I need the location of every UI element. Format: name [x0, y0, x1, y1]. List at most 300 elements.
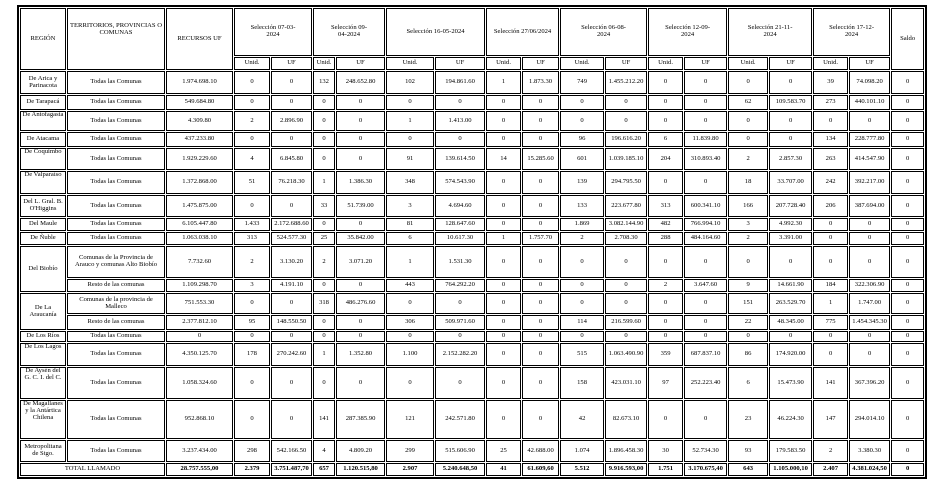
- unid-cell: 0: [486, 246, 521, 278]
- region-cell: De Antofagasta: [20, 111, 66, 131]
- unid-cell: 0: [728, 132, 768, 147]
- saldo-cell: 0: [891, 367, 924, 399]
- unid-cell: 0: [560, 331, 604, 342]
- region-cell: De Valparaíso: [20, 171, 66, 194]
- header-resources: RECURSOS UF: [166, 8, 233, 70]
- total-uf: 9.916.593,00: [605, 463, 647, 476]
- total-unid: 1.751: [648, 463, 683, 476]
- uf-cell: 574.543.90: [435, 171, 485, 194]
- uf-cell: 423.031.10: [605, 367, 647, 399]
- table-row: [20, 71, 924, 94]
- header-selection: Selección 27/06/2024: [486, 8, 559, 56]
- territory-cell: Todas las Comunas: [67, 171, 165, 194]
- uf-cell: 35.842.00: [336, 232, 385, 245]
- unid-cell: 0: [386, 95, 434, 110]
- unid-cell: 1: [313, 171, 335, 194]
- unid-cell: 0: [648, 71, 683, 94]
- total-uf: 1.120.515,80: [336, 463, 385, 476]
- unid-cell: 313: [648, 195, 683, 217]
- uf-cell: 4.992.30: [769, 218, 812, 231]
- uf-cell: 486.276.60: [336, 293, 385, 314]
- table-row: [20, 218, 924, 231]
- unid-cell: 0: [486, 343, 521, 366]
- region-cell: De La Araucanía: [20, 293, 66, 330]
- uf-cell: 139.614.50: [435, 148, 485, 170]
- region-cell: De Tarapacá: [20, 95, 66, 110]
- unid-cell: 93: [728, 440, 768, 462]
- unid-cell: 0: [234, 132, 270, 147]
- uf-cell: 3.380.30: [849, 440, 890, 462]
- unid-cell: 0: [486, 171, 521, 194]
- uf-allocation-table: [17, 5, 927, 479]
- unid-cell: 33: [313, 195, 335, 217]
- region-cell: De Arica y Parinacota: [20, 71, 66, 94]
- resources-cell: 4.350.125.70: [166, 343, 233, 366]
- header-uf: UF: [849, 57, 890, 70]
- uf-cell: 0: [522, 218, 559, 231]
- uf-cell: 51.739.00: [336, 195, 385, 217]
- total-uf: 1.105.000,10: [769, 463, 812, 476]
- uf-cell: 0: [522, 171, 559, 194]
- territory-cell: Todas las Comunas: [67, 95, 165, 110]
- unid-cell: 306: [386, 315, 434, 330]
- total-unid: 2.407: [813, 463, 848, 476]
- territory-cell: Todas las Comunas: [67, 132, 165, 147]
- unid-cell: 0: [813, 218, 848, 231]
- resources-cell: 2.377.812.10: [166, 315, 233, 330]
- table-row: [20, 95, 924, 110]
- resources-cell: 1.929.229.60: [166, 148, 233, 170]
- saldo-cell: 0: [891, 95, 924, 110]
- uf-cell: 0: [336, 367, 385, 399]
- unid-cell: 1.433: [234, 218, 270, 231]
- uf-cell: 0: [336, 148, 385, 170]
- unid-cell: 18: [728, 171, 768, 194]
- unid-cell: 0: [728, 71, 768, 94]
- header-selection: Selección 17-12-2024: [813, 8, 890, 56]
- uf-cell: 0: [684, 400, 727, 439]
- unid-cell: 0: [648, 315, 683, 330]
- saldo-cell: 0: [891, 232, 924, 245]
- uf-cell: 766.994.10: [684, 218, 727, 231]
- unid-cell: 23: [728, 400, 768, 439]
- unid-cell: 0: [486, 400, 521, 439]
- header-uf: UF: [271, 57, 312, 70]
- unid-cell: 3: [386, 195, 434, 217]
- unid-cell: 0: [648, 293, 683, 314]
- uf-cell: 0: [769, 331, 812, 342]
- saldo-cell: 0: [891, 71, 924, 94]
- unid-cell: 25: [486, 440, 521, 462]
- territory-cell: Resto de las comunas: [67, 315, 165, 330]
- unid-cell: 14: [486, 148, 521, 170]
- header-unid: Unid.: [313, 57, 335, 70]
- uf-cell: 0: [522, 246, 559, 278]
- unid-cell: 1.074: [560, 440, 604, 462]
- uf-cell: 0: [769, 246, 812, 278]
- uf-cell: 76.218.30: [271, 171, 312, 194]
- uf-cell: 0: [336, 218, 385, 231]
- saldo-cell: 0: [891, 195, 924, 217]
- uf-cell: 484.164.60: [684, 232, 727, 245]
- unid-cell: 102: [386, 71, 434, 94]
- unid-cell: 601: [560, 148, 604, 170]
- unid-cell: 1.869: [560, 218, 604, 231]
- unid-cell: 0: [560, 111, 604, 131]
- uf-cell: 542.166.50: [271, 440, 312, 462]
- unid-cell: 0: [234, 367, 270, 399]
- unid-cell: 147: [813, 400, 848, 439]
- uf-cell: 6.845.80: [271, 148, 312, 170]
- uf-cell: 0: [271, 293, 312, 314]
- unid-cell: 184: [813, 279, 848, 292]
- uf-cell: 440.101.10: [849, 95, 890, 110]
- unid-cell: 30: [648, 440, 683, 462]
- unid-cell: 0: [486, 279, 521, 292]
- unid-cell: 443: [386, 279, 434, 292]
- unid-cell: 1: [813, 293, 848, 314]
- unid-cell: 0: [486, 132, 521, 147]
- uf-cell: 0: [684, 111, 727, 131]
- total-uf: 5.240.648,50: [435, 463, 485, 476]
- uf-cell: 0: [684, 315, 727, 330]
- saldo-cell: 0: [891, 343, 924, 366]
- uf-cell: 248.652.80: [336, 71, 385, 94]
- unid-cell: 0: [648, 246, 683, 278]
- unid-cell: 0: [313, 279, 335, 292]
- resources-cell: 1.974.698.10: [166, 71, 233, 94]
- uf-cell: 0: [271, 331, 312, 342]
- uf-cell: 0: [684, 95, 727, 110]
- unid-cell: 0: [486, 331, 521, 342]
- uf-cell: 310.893.40: [684, 148, 727, 170]
- unid-cell: 6: [648, 132, 683, 147]
- uf-cell: 0: [522, 367, 559, 399]
- unid-cell: 2: [313, 246, 335, 278]
- unid-cell: 1: [386, 111, 434, 131]
- unid-cell: 158: [560, 367, 604, 399]
- uf-cell: 0: [684, 171, 727, 194]
- unid-cell: 775: [813, 315, 848, 330]
- total-row: [20, 463, 924, 476]
- unid-cell: 0: [486, 367, 521, 399]
- uf-cell: 42.688.00: [522, 440, 559, 462]
- resources-cell: 751.553.30: [166, 293, 233, 314]
- uf-cell: 0: [684, 246, 727, 278]
- header-uf: UF: [522, 57, 559, 70]
- unid-cell: 166: [728, 195, 768, 217]
- uf-cell: 1.413.00: [435, 111, 485, 131]
- saldo-cell: 0: [891, 111, 924, 131]
- header-selection: Selección 06-08-2024: [560, 8, 647, 56]
- saldo-cell: 0: [891, 293, 924, 314]
- unid-cell: 6: [728, 367, 768, 399]
- unid-cell: 0: [486, 293, 521, 314]
- resources-cell: 1.063.038.10: [166, 232, 233, 245]
- unid-cell: 4: [234, 148, 270, 170]
- uf-cell: 0: [336, 111, 385, 131]
- territory-cell: Todas las Comunas: [67, 232, 165, 245]
- unid-cell: 121: [386, 400, 434, 439]
- table-row: [20, 148, 924, 170]
- total-uf: 4.381.024,50: [849, 463, 890, 476]
- unid-cell: 0: [486, 218, 521, 231]
- uf-cell: 509.971.60: [435, 315, 485, 330]
- uf-cell: 600.341.10: [684, 195, 727, 217]
- uf-cell: 252.223.40: [684, 367, 727, 399]
- unid-cell: 0: [486, 315, 521, 330]
- unid-cell: 299: [386, 440, 434, 462]
- total-uf: 3.751.487,70: [271, 463, 312, 476]
- uf-cell: 0: [271, 195, 312, 217]
- total-uf: 3.170.675,40: [684, 463, 727, 476]
- table-row: [20, 293, 924, 314]
- resources-cell: 0: [166, 331, 233, 342]
- uf-cell: 687.837.10: [684, 343, 727, 366]
- table-row: [20, 111, 924, 131]
- uf-cell: 414.547.90: [849, 148, 890, 170]
- uf-cell: 0: [522, 195, 559, 217]
- unid-cell: 42: [560, 400, 604, 439]
- uf-cell: 2.857.30: [769, 148, 812, 170]
- table-row: [20, 440, 924, 462]
- uf-cell: 148.550.50: [271, 315, 312, 330]
- territory-cell: Todas las Comunas: [67, 218, 165, 231]
- uf-cell: 207.728.40: [769, 195, 812, 217]
- uf-cell: 367.396.20: [849, 367, 890, 399]
- uf-cell: 0: [849, 246, 890, 278]
- uf-cell: 387.694.00: [849, 195, 890, 217]
- uf-cell: 524.577.30: [271, 232, 312, 245]
- unid-cell: 1: [386, 246, 434, 278]
- total-unid: 657: [313, 463, 335, 476]
- unid-cell: 151: [728, 293, 768, 314]
- header-uf: UF: [769, 57, 812, 70]
- uf-cell: 3.071.20: [336, 246, 385, 278]
- header-unid: Unid.: [386, 57, 434, 70]
- unid-cell: 749: [560, 71, 604, 94]
- total-uf: 61.609,60: [522, 463, 559, 476]
- uf-cell: 294.795.50: [605, 171, 647, 194]
- uf-cell: 15.473.90: [769, 367, 812, 399]
- resources-cell: 3.237.434.00: [166, 440, 233, 462]
- unid-cell: 0: [313, 95, 335, 110]
- unid-cell: 0: [313, 315, 335, 330]
- uf-cell: 0: [849, 343, 890, 366]
- unid-cell: 0: [486, 195, 521, 217]
- header-unid: Unid.: [728, 57, 768, 70]
- uf-cell: 0: [605, 95, 647, 110]
- total-unid: 5.512: [560, 463, 604, 476]
- unid-cell: 359: [648, 343, 683, 366]
- unid-cell: 0: [234, 331, 270, 342]
- uf-cell: 48.345.00: [769, 315, 812, 330]
- uf-cell: 1.454.345.30: [849, 315, 890, 330]
- resources-cell: 4.309.80: [166, 111, 233, 131]
- unid-cell: 1: [313, 343, 335, 366]
- territory-cell: Comunas de la provincia de Malleco: [67, 293, 165, 314]
- unid-cell: 133: [560, 195, 604, 217]
- unid-cell: 0: [313, 367, 335, 399]
- territory-cell: Todas las Comunas: [67, 195, 165, 217]
- unid-cell: 25: [313, 232, 335, 245]
- uf-cell: 1.039.185.10: [605, 148, 647, 170]
- unid-cell: 0: [386, 367, 434, 399]
- header-saldo: Saldo: [891, 8, 924, 70]
- uf-cell: 11.839.80: [684, 132, 727, 147]
- unid-cell: 22: [728, 315, 768, 330]
- uf-cell: 242.571.80: [435, 400, 485, 439]
- unid-cell: 2: [728, 232, 768, 245]
- territory-cell: Todas las Comunas: [67, 400, 165, 439]
- uf-cell: 4.809.20: [336, 440, 385, 462]
- unid-cell: 0: [486, 111, 521, 131]
- unid-cell: 0: [728, 331, 768, 342]
- region-cell: De Magallanes y la Antártica Chilena: [20, 400, 66, 439]
- unid-cell: 273: [813, 95, 848, 110]
- unid-cell: 139: [560, 171, 604, 194]
- unid-cell: 0: [234, 293, 270, 314]
- header-territory: TERRITORIOS, PROVINCIAS O COMUNAS: [67, 8, 165, 70]
- unid-cell: 0: [386, 293, 434, 314]
- uf-cell: 0: [271, 132, 312, 147]
- unid-cell: 0: [234, 400, 270, 439]
- unid-cell: 348: [386, 171, 434, 194]
- territory-cell: Todas las Comunas: [67, 367, 165, 399]
- unid-cell: 39: [813, 71, 848, 94]
- region-cell: Metropolitana de Stgo.: [20, 440, 66, 462]
- uf-cell: 0: [849, 331, 890, 342]
- uf-cell: 0: [336, 331, 385, 342]
- uf-cell: 52.734.30: [684, 440, 727, 462]
- uf-cell: 1.531.30: [435, 246, 485, 278]
- unid-cell: 114: [560, 315, 604, 330]
- uf-cell: 4.694.60: [435, 195, 485, 217]
- unid-cell: 0: [560, 279, 604, 292]
- uf-cell: 3.647.60: [684, 279, 727, 292]
- uf-cell: 10.617.30: [435, 232, 485, 245]
- region-cell: De Los Lagos: [20, 343, 66, 366]
- unid-cell: 0: [813, 246, 848, 278]
- uf-cell: 322.306.90: [849, 279, 890, 292]
- unid-cell: 141: [813, 367, 848, 399]
- saldo-cell: 0: [891, 315, 924, 330]
- uf-cell: 0: [336, 315, 385, 330]
- unid-cell: 0: [234, 95, 270, 110]
- uf-cell: 0: [522, 400, 559, 439]
- unid-cell: 0: [648, 111, 683, 131]
- unid-cell: 0: [813, 331, 848, 342]
- unid-cell: 0: [648, 171, 683, 194]
- uf-cell: 0: [684, 331, 727, 342]
- uf-cell: 1.063.490.90: [605, 343, 647, 366]
- uf-cell: 196.616.20: [605, 132, 647, 147]
- uf-cell: 0: [684, 293, 727, 314]
- uf-cell: 82.673.10: [605, 400, 647, 439]
- uf-cell: 1.873.30: [522, 71, 559, 94]
- saldo-cell: 0: [891, 331, 924, 342]
- uf-cell: 0: [271, 71, 312, 94]
- saldo-cell: 0: [891, 400, 924, 439]
- unid-cell: 0: [728, 111, 768, 131]
- uf-cell: 1.757.70: [522, 232, 559, 245]
- uf-cell: 0: [271, 95, 312, 110]
- header-selection: Selección 16-05-2024: [386, 8, 485, 56]
- total-unid: 41: [486, 463, 521, 476]
- uf-cell: 2.708.30: [605, 232, 647, 245]
- unid-cell: 4: [313, 440, 335, 462]
- uf-cell: 392.217.00: [849, 171, 890, 194]
- uf-cell: 128.647.60: [435, 218, 485, 231]
- unid-cell: 206: [813, 195, 848, 217]
- header-unid: Unid.: [234, 57, 270, 70]
- uf-cell: 0: [336, 279, 385, 292]
- uf-cell: 216.599.60: [605, 315, 647, 330]
- unid-cell: 0: [813, 343, 848, 366]
- uf-cell: 263.529.70: [769, 293, 812, 314]
- total-unid: 2.907: [386, 463, 434, 476]
- uf-cell: 0: [522, 331, 559, 342]
- unid-cell: 132: [313, 71, 335, 94]
- uf-cell: 0: [769, 132, 812, 147]
- uf-cell: 0: [769, 111, 812, 131]
- uf-cell: 764.292.20: [435, 279, 485, 292]
- saldo-cell: 0: [891, 246, 924, 278]
- uf-cell: 0: [435, 293, 485, 314]
- uf-cell: 0: [849, 218, 890, 231]
- region-cell: Del Maule: [20, 218, 66, 231]
- table-row: [20, 367, 924, 399]
- unid-cell: 91: [386, 148, 434, 170]
- resources-cell: 6.105.447.80: [166, 218, 233, 231]
- unid-cell: 2: [813, 440, 848, 462]
- uf-cell: 228.777.80: [849, 132, 890, 147]
- header-unid: Unid.: [560, 57, 604, 70]
- uf-cell: 0: [522, 315, 559, 330]
- region-cell: Del L. Gral. B. O'Higgins: [20, 195, 66, 217]
- uf-cell: 14.661.90: [769, 279, 812, 292]
- unid-cell: 298: [234, 440, 270, 462]
- uf-cell: 0: [435, 331, 485, 342]
- uf-cell: 33.707.00: [769, 171, 812, 194]
- unid-cell: 9: [728, 279, 768, 292]
- table-row: [20, 331, 924, 342]
- table-row: [20, 246, 924, 278]
- unid-cell: 0: [486, 95, 521, 110]
- header-selection: Selección 07-03-2024: [234, 8, 312, 56]
- unid-cell: 242: [813, 171, 848, 194]
- unid-cell: 0: [560, 293, 604, 314]
- unid-cell: 2: [648, 279, 683, 292]
- unid-cell: 0: [560, 246, 604, 278]
- unid-cell: 51: [234, 171, 270, 194]
- uf-cell: 0: [522, 111, 559, 131]
- unid-cell: 263: [813, 148, 848, 170]
- region-cell: De Los Ríos: [20, 331, 66, 342]
- uf-cell: 3.082.144.90: [605, 218, 647, 231]
- uf-cell: 0: [522, 293, 559, 314]
- resources-cell: 437.233.80: [166, 132, 233, 147]
- header-selection: Selección 09-04-2024: [313, 8, 385, 56]
- region-cell: De Ñuble: [20, 232, 66, 245]
- region-cell: Del Biobío: [20, 246, 66, 292]
- uf-cell: 0: [522, 95, 559, 110]
- territory-cell: Todas las Comunas: [67, 440, 165, 462]
- table-row: [20, 279, 924, 292]
- unid-cell: 313: [234, 232, 270, 245]
- table-row: [20, 343, 924, 366]
- uf-cell: 109.583.70: [769, 95, 812, 110]
